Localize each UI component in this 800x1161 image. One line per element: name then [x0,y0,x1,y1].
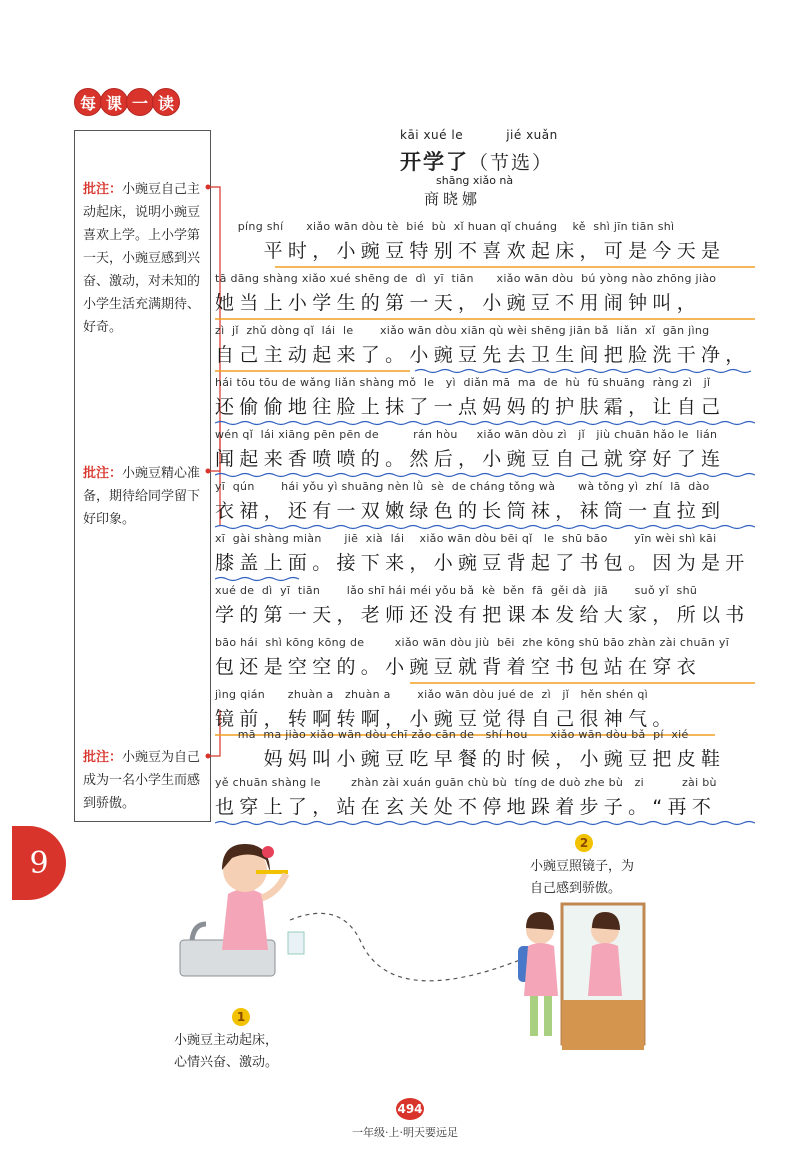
wavy-underline [215,316,755,322]
article-title [400,146,553,176]
wavy-underline [215,576,755,582]
girl-mirror-illustration [510,900,650,1060]
caption-line: 心情兴奋、激动。 [174,1055,279,1070]
line-pinyin: yě chuān shàng le zhàn zài xuán guān chù bù tíng de duò zhe bù zi zài bù [215,776,717,789]
wavy-underline [215,368,755,374]
wavy-underline [215,680,755,686]
line-pinyin: píng shí xiǎo wān dòu tè bié bù xǐ huan qǐ chuáng kě shì jīn tiān shì [215,220,675,233]
line-pinyin: tā dāng shàng xiǎo xué shēng de dì yī tiān xiǎo wān dòu bú yòng nào zhōng jiào [215,272,717,285]
annotation-note-3 [83,746,208,815]
badge-char: 每 [74,88,102,116]
line-text: 平时，小豌豆特别不喜欢起床，可是今天是 [215,240,726,262]
line-pinyin: yī qún hái yǒu yì shuāng nèn lǜ sè de cháng tǒng wà wà tǒng yì zhí lā dào [215,480,710,493]
line-text: 学的第一天，老师还没有把课本发给大家，所以书 [215,604,750,626]
author-pinyin: shāng xiǎo nà [436,174,514,187]
caption-line: 自己感到骄傲。 [530,881,622,896]
line-pinyin: mā ma jiào xiǎo wān dòu chī zǎo cān de shí hou xiǎo wān dòu bǎ pí xié [215,728,689,741]
caption-number: 1 [232,1008,250,1026]
annotation-label: 批注： [83,182,123,197]
badge-char: 课 [100,88,128,116]
line-text: 包还是空空的。小豌豆就背着空书包站在穿衣 [215,656,702,678]
title-text: 开学了 [400,150,469,174]
page-tab: 9 [12,826,66,900]
line-text: 自己主动起来了。小豌豆先去卫生间把脸洗干净， [215,344,750,366]
line-text: 闻起来香喷喷的。然后，小豌豆自己就穿好了连 [215,448,726,470]
footer-text: 一年级·上·明天要远足 [352,1126,458,1139]
caption-number: 2 [575,834,593,852]
badge-char: 一 [126,88,154,116]
author-name: 商晓娜 [424,190,482,208]
annotation-text: 小豌豆为自己成为一名小学生而感到骄傲。 [83,750,201,811]
section-badge [74,88,178,116]
wavy-underline [215,420,755,426]
wavy-underline [215,524,755,530]
annotation-text: 小豌豆自己主动起床，说明小豌豆喜欢上学。上小学第一天，小豌豆感到兴奋、激动，对未知的小学生活充满期待、好奇。 [83,182,201,335]
line-pinyin: wén qǐ lái xiāng pēn pēn de rán hòu xiǎo wān dòu zì jǐ jiù chuān hǎo le lián [215,428,718,441]
line-text: 妈妈叫小豌豆吃早餐的时候，小豌豆把皮鞋 [215,748,726,770]
caption-1 [174,1030,278,1074]
page-number: 494 [396,1098,424,1120]
line-pinyin: zì jǐ zhǔ dòng qǐ lái le xiǎo wān dòu xiān qù wèi shēng jiān bǎ liǎn xǐ gān jìng [215,324,710,337]
line-pinyin: xué de dì yī tiān lǎo shī hái méi yǒu bǎ kè běn fā gěi dà jiā suǒ yǐ shū [215,584,698,597]
title-pinyin: kāi xué le jié xuǎn [400,128,558,142]
line-text: 也穿上了，站在玄关处不停地跺着步子。“再不 [215,796,717,818]
title-suffix: （节选） [469,152,554,174]
caption-line: 小豌豆主动起床， [174,1033,279,1048]
line-text: 膝盖上面。接下来，小豌豆背起了书包。因为是开 [215,552,750,574]
line-text: 她当上小学生的第一天，小豌豆不用闹钟叫， [215,292,702,314]
badge-char: 读 [152,88,180,116]
annotation-label: 批注： [83,750,123,765]
line-pinyin: jìng qián zhuàn a zhuàn a xiǎo wān dòu jué de zì jǐ hěn shén qì [215,688,648,701]
line-pinyin: bāo hái shì kōng kōng de xiǎo wān dòu jiù bēi zhe kōng shū bāo zhàn zài chuān yī [215,636,730,649]
line-text: 镜前，转啊转啊，小豌豆觉得自己很神气。 [215,708,677,730]
annotation-note-1 [83,178,208,339]
annotation-note-2 [83,462,208,531]
annotation-text: 小豌豆精心准备，期待给同学留下好印象。 [83,466,201,527]
line-text: 衣裙，还有一双嫩绿色的长筒袜，袜筒一直拉到 [215,500,726,522]
caption-line: 小豌豆照镜子，为 [530,859,635,874]
dashed-path [280,900,540,1010]
annotation-label: 批注： [83,466,123,481]
wavy-underline [215,472,755,478]
line-text: 还偷偷地往脸上抹了一点妈妈的护肤霜，让自己 [215,396,726,418]
wavy-underline [215,820,755,826]
wavy-underline [215,264,755,270]
line-pinyin: xī gài shàng miàn jiē xià lái xiǎo wān dòu bēi qǐ le shū bāo yīn wèi shì kāi [215,532,717,545]
caption-2 [530,856,634,900]
line-pinyin: hái tōu tōu de wǎng liǎn shàng mǒ le yì diǎn mā ma de hù fū shuāng ràng zì jǐ [215,376,711,389]
